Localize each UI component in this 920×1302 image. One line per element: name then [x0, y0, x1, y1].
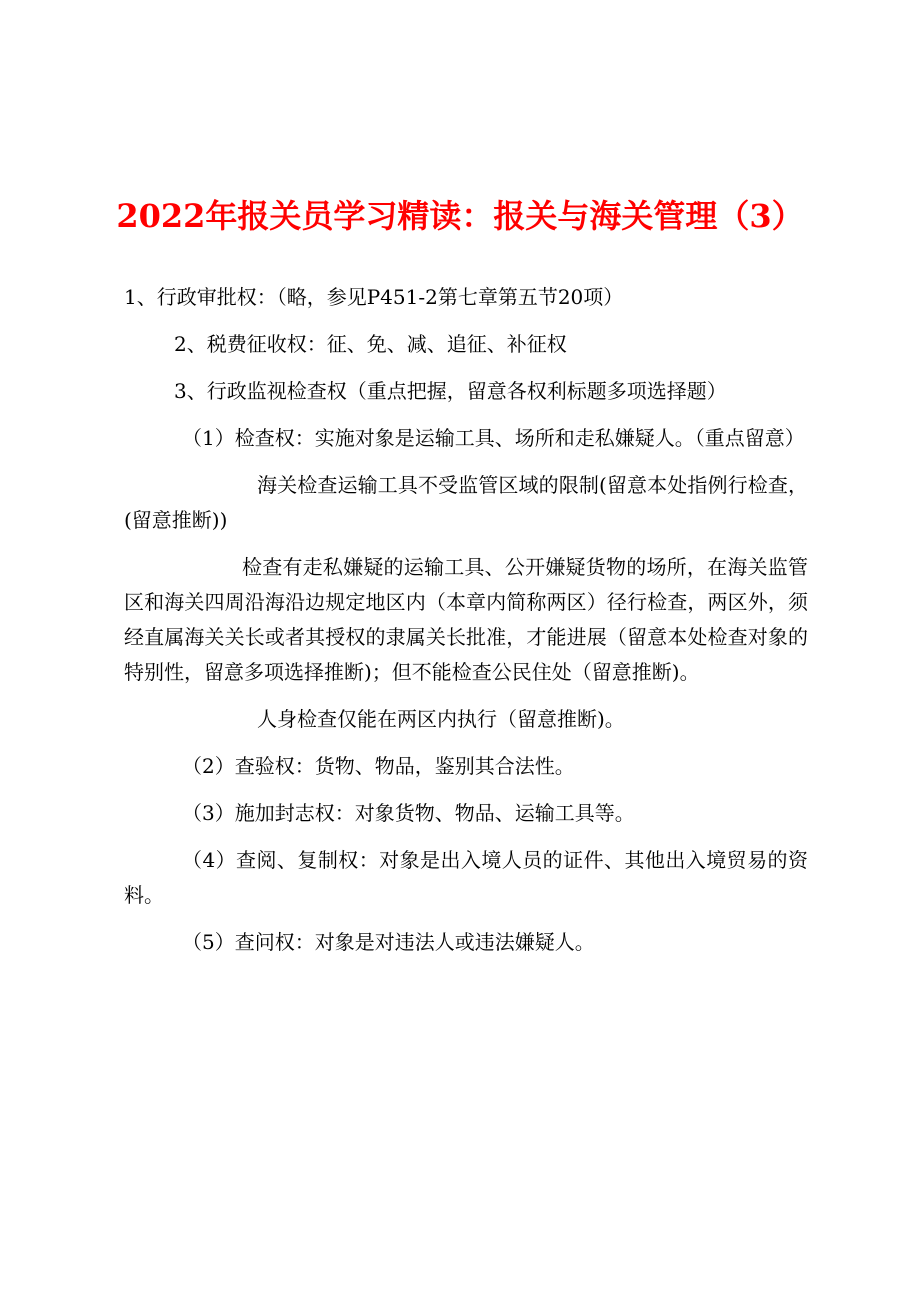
paragraph-examination-right: （2）查验权：货物、物品，鉴别其合法性。 — [182, 754, 575, 778]
document-title: 2022年报关员学习精读：报关与海关管理（3） — [116, 197, 804, 235]
paragraph-smuggling-inspection: 检查有走私嫌疑的运输工具、公开嫌疑货物的场所，在海关监管区和海关四周沿海沿边规定地区内（本章内简称两区）径行检查，两区外，须经直属海关关长或者其授权的隶属关长批准，才能进展（留意本处检查对象的特别性，留意多项选择推断)；但不能检查公民住处（留意推断)。 — [124, 555, 808, 684]
paragraph-body-search: 人身检查仅能在两区内执行（留意推断)。 — [257, 707, 625, 731]
paragraph-supervision-inspection: 3、行政监视检查权（重点把握，留意各权利标题多项选择题） — [174, 379, 727, 403]
paragraph-seal-right: （3）施加封志权：对象货物、物品、运输工具等。 — [182, 801, 635, 825]
paragraph-inquiry-right: （5）查问权：对象是对违法人或违法嫌疑人。 — [182, 930, 595, 954]
paragraph-inspection-right: （1）检查权：实施对象是运输工具、场所和走私嫌疑人。（重点留意） — [182, 426, 805, 450]
paragraph-transport-inspection: 海关检查运输工具不受监管区域的限制(留意本处指例行检查，(留意推断)) — [124, 473, 808, 532]
paragraph-tax-collection: 2、税费征收权：征、免、减、追征、补征权 — [174, 332, 567, 356]
document-body — [124, 280, 808, 972]
paragraph-access-copy-right: （4）查阅、复制权：对象是出入境人员的证件、其他出入境贸易的资料。 — [124, 848, 808, 907]
paragraph-administrative-approval: 1、行政审批权：（略，参见P451-2第七章第五节20项） — [124, 285, 624, 309]
